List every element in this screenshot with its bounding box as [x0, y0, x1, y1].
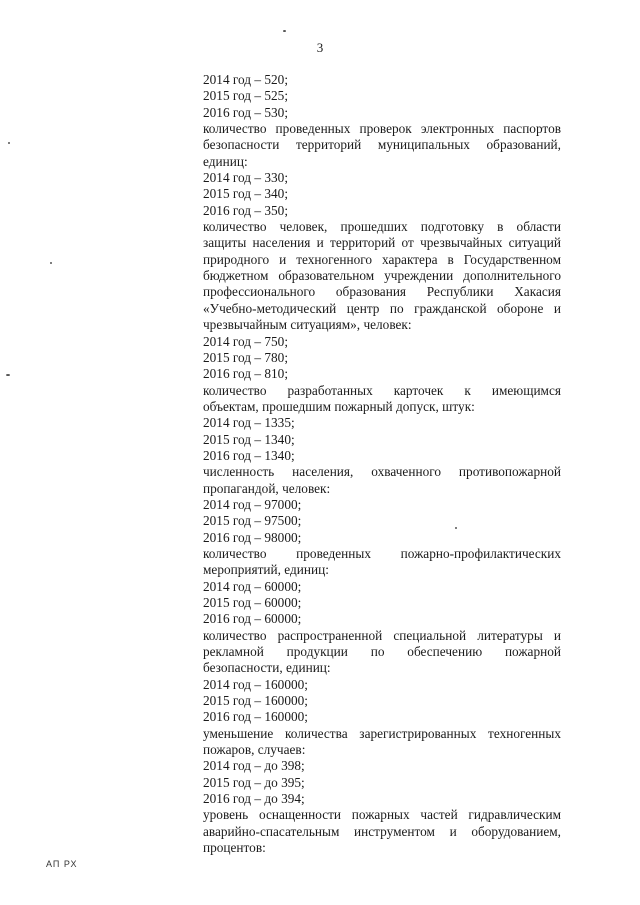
paragraph-line: уменьшение количества зарегистрированных техногенных	[203, 725, 561, 741]
footer-mark: АП РХ	[46, 859, 78, 869]
paragraph-line: количество человек, прошедших подготовку в области	[203, 219, 561, 235]
list-line: 2014 год – 520;	[203, 72, 289, 87]
paragraph-line: уровень оснащенности пожарных частей гидравлическим	[203, 807, 561, 823]
list-line: 2014 год – 160000;	[203, 676, 308, 692]
paragraph-line: количество распространенной специальной литературы и	[203, 627, 561, 643]
list-line: 2015 год – 160000;	[203, 693, 308, 709]
list-line: 2014 год – 97000;	[203, 496, 302, 512]
list-line: 2016 год – до 394;	[203, 791, 305, 807]
list-line: чрезвычайным ситуациям», человек:	[203, 317, 412, 333]
list-line: 2016 год – 1340;	[203, 447, 295, 463]
list-line: пожаров, случаев:	[203, 742, 306, 758]
paragraph-line: численность населения, охваченного противопожарной	[203, 464, 561, 480]
list-line: 2015 год – 780;	[203, 349, 289, 365]
list-line: 2015 год – 97500;	[203, 513, 302, 529]
list-line: 2014 год – до 398;	[203, 758, 305, 774]
list-line: 2015 год – 1340;	[203, 431, 295, 447]
list-line: 2015 год – 525;	[203, 88, 289, 104]
paragraph-line: количество проведенных проверок электронных паспортов	[203, 121, 561, 137]
list-line: 2014 год – 1335;	[203, 415, 295, 431]
list-line: 2015 год – до 395;	[203, 774, 305, 790]
paragraph-line: количество разработанных карточек к имеющимся	[203, 382, 561, 398]
list-line: 2016 год – 350;	[203, 202, 289, 218]
paragraph-line: природного и техногенного характера в Государственном	[203, 251, 561, 267]
scan-speck	[6, 374, 10, 376]
list-line: 2016 год – 530;	[203, 104, 289, 120]
list-line: 2016 год – 810;	[203, 366, 289, 382]
list-line: безопасности, единиц:	[203, 660, 331, 676]
paragraph-line: защиты населения и территорий от чрезвычайных ситуаций	[203, 235, 561, 251]
list-line: 2016 год – 60000;	[203, 611, 302, 627]
list-line: процентов:	[203, 840, 266, 856]
list-line: мероприятий, единиц:	[203, 562, 329, 578]
list-line: 2016 год – 98000;	[203, 529, 302, 545]
list-line: 2015 год – 60000;	[203, 595, 302, 610]
list-line: объектам, прошедшим пожарный допуск, штук:	[203, 398, 475, 414]
paragraph-line: количество проведенных пожарно-профилактических	[203, 545, 561, 561]
list-line: пропагандой, человек:	[203, 480, 331, 496]
list-line: 2016 год – 160000;	[203, 709, 308, 725]
scan-speck	[455, 527, 457, 529]
scan-speck	[8, 142, 10, 144]
page-number: 3	[316, 40, 324, 55]
list-line: 2015 год – 340;	[203, 186, 289, 202]
document-body	[203, 72, 561, 857]
paragraph-line: безопасности территорий муниципальных образований,	[203, 137, 561, 153]
paragraph-line: аварийно-спасательным инструментом и оборудованием,	[203, 823, 561, 839]
paragraph-line: профессионального образования Республики Хакасия	[203, 284, 561, 300]
paragraph-line: «Учебно-методический центр по гражданской обороне и	[203, 300, 561, 316]
scan-speck	[50, 262, 52, 264]
list-line: единиц:	[203, 153, 248, 169]
scan-speck	[283, 30, 286, 32]
list-line: 2014 год – 60000;	[203, 578, 302, 594]
paragraph-line: рекламной продукции по обеспечению пожарной	[203, 644, 561, 660]
paragraph-line: бюджетном образовательном учреждении дополнительного	[203, 268, 561, 284]
list-line: 2014 год – 330;	[203, 170, 289, 186]
list-line: 2014 год – 750;	[203, 333, 289, 349]
